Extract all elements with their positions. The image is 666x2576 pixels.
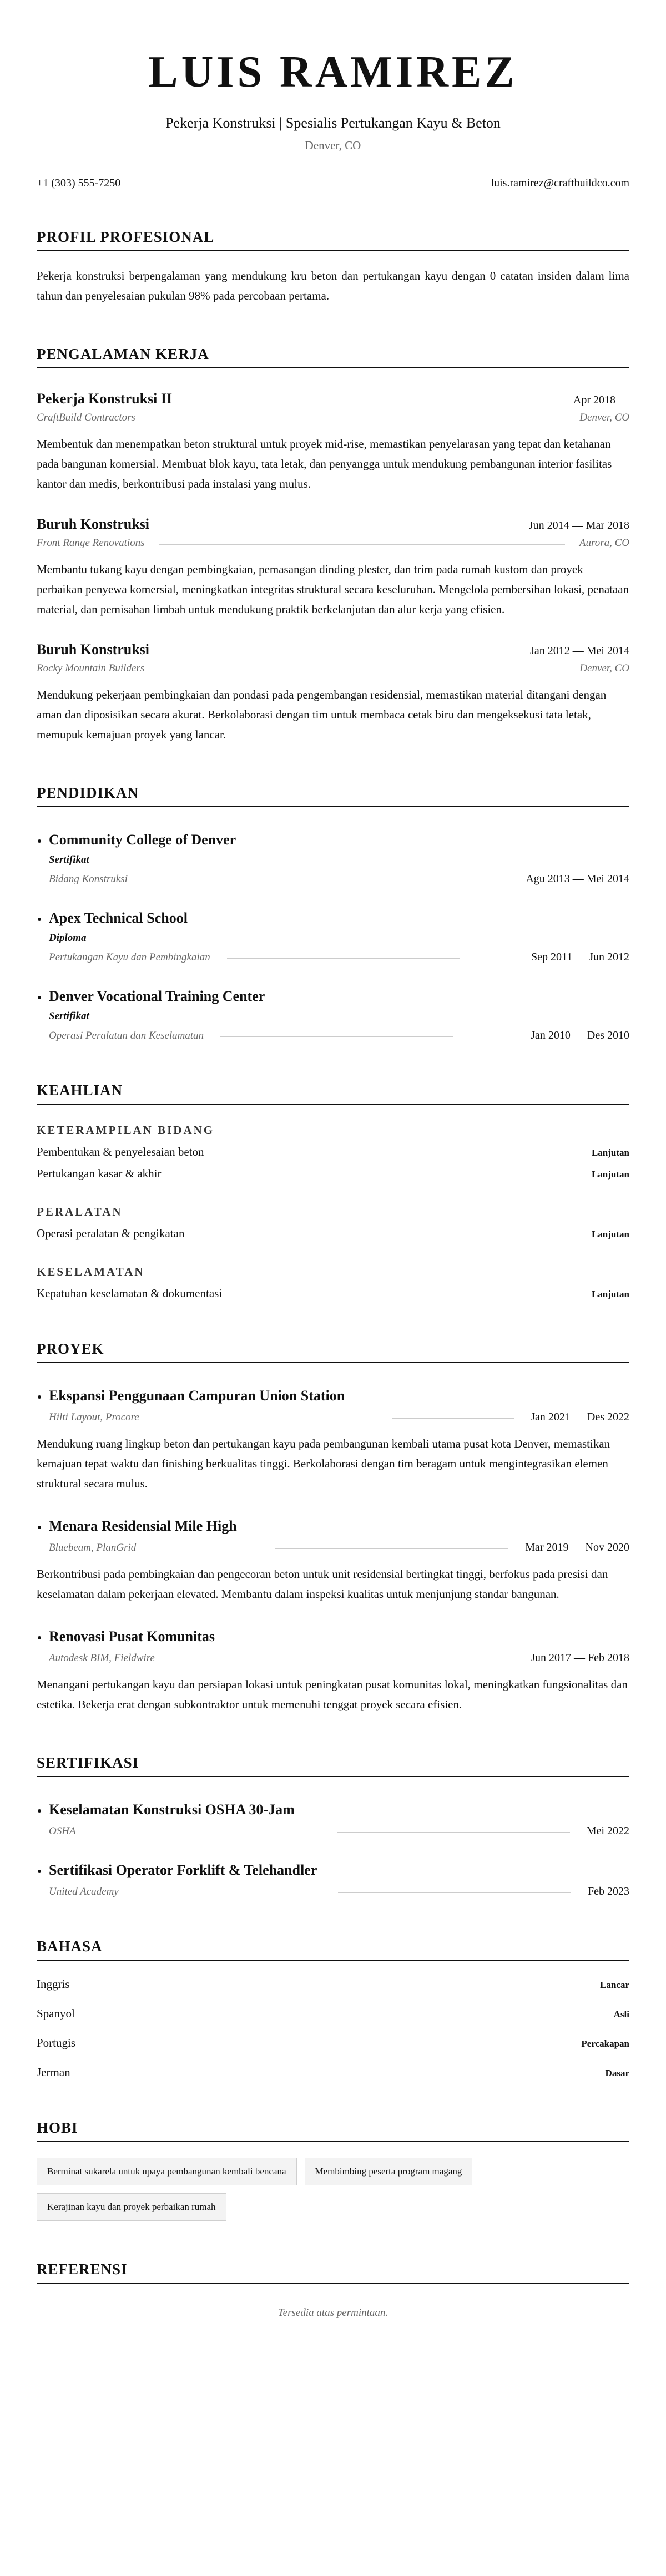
education-entry [37, 910, 629, 964]
skill-level: Lanjutan [591, 1169, 629, 1180]
degree: Sertifikat [49, 854, 89, 866]
project-description: Mendukung ruang lingkup beton dan pertukangan kayu pada pembangunan kembali utama pusat kota Denver, memastikan kemajuan tepat waktu dan finishing berkualitas tinggi. Berkolaborasi dengan tim beragam untuk mengintegrasikan elemen struktural secara mulus. [37, 1437, 610, 1490]
section-title-experience: PENGALAMAN KERJA [37, 346, 629, 368]
job-title: Pekerja Konstruksi II [37, 391, 173, 407]
job-dates: Jan 2012 — Mei 2014 [530, 645, 629, 657]
job-description: Mendukung pekerjaan pembingkaian dan pondasi pada pengembangan residensial, memastikan material ditangani dengan aman dan diposisikan secara akurat. Berkolaborasi dengan tim untuk membaca cetak biru dan mengeksekusi tata letak, memupuk kemajuan proyek yang lancar. [37, 688, 607, 741]
language-row [37, 2036, 629, 2050]
section-title-skills: KEAHLIAN [37, 1082, 629, 1105]
language-name: Inggris [37, 1977, 70, 1991]
location: Denver, CO [305, 139, 361, 152]
education-dates: Sep 2011 — Jun 2012 [531, 951, 629, 963]
school-name: Community College of Denver [49, 832, 236, 848]
certification-name: Sertifikasi Operator Forklift & Telehandler [49, 1862, 317, 1878]
language-level: Lancar [600, 1980, 629, 1990]
project-name: Ekspansi Penggunaan Campuran Union Station [49, 1388, 345, 1404]
skill-category: KESELAMATAN [37, 1265, 145, 1278]
project-name: Renovasi Pusat Komunitas [49, 1628, 215, 1644]
language-name: Spanyol [37, 2007, 75, 2020]
job-entry [37, 641, 629, 745]
profile-summary: Pekerja konstruksi berpengalaman yang mendukung kru beton dan pertukangan kayu dengan 0 catatan insiden dalam lima tahun dan penyelesaian pukulan 98% pada percobaan pertama. [37, 269, 629, 302]
skills-section [37, 1082, 629, 1300]
skill-name: Pertukangan kasar & akhir [37, 1167, 162, 1180]
section-title-profile: PROFIL PROFESIONAL [37, 229, 629, 251]
section-title-certifications: SERTIFIKASI [37, 1754, 629, 1777]
contact-row [37, 177, 629, 190]
profile-section [37, 229, 629, 306]
headline: Pekerja Konstruksi | Spesialis Pertukangan Kayu & Beton [165, 115, 501, 131]
job-dates: Jun 2014 — Mar 2018 [528, 519, 629, 532]
job-dates: Apr 2018 — [573, 394, 629, 406]
project-entry [37, 1388, 629, 1424]
degree: Diploma [49, 932, 87, 944]
phone: +1 (303) 555-7250 [37, 177, 121, 189]
skill-row [37, 1145, 629, 1159]
divider-line [392, 1418, 514, 1419]
candidate-name: LUIS RAMIREZ [148, 48, 518, 97]
language-row [37, 2066, 629, 2079]
job-company: CraftBuild Contractors [37, 412, 135, 423]
divider-line [227, 958, 460, 959]
job-company: Rocky Mountain Builders [37, 662, 145, 674]
job-entry [37, 516, 629, 619]
project-dates: Jun 2017 — Feb 2018 [531, 1652, 629, 1664]
education-dates: Jan 2010 — Des 2010 [531, 1029, 629, 1041]
references-text: Tersedia atas permintaan. [278, 2307, 389, 2319]
resume-page [37, 0, 629, 2319]
degree: Sertifikat [49, 1010, 89, 1022]
divider-line [220, 1036, 453, 1037]
section-title-education: PENDIDIKAN [37, 785, 629, 807]
project-entry [37, 1628, 629, 1664]
job-location: Aurora, CO [579, 537, 629, 549]
projects-section [37, 1340, 629, 1714]
skill-name: Kepatuhan keselamatan & dokumentasi [37, 1287, 223, 1300]
skill-row [37, 1167, 629, 1181]
skill-category: KETERAMPILAN BIDANG [37, 1123, 215, 1137]
language-level: Dasar [605, 2068, 629, 2078]
hobby-tag: Kerajinan kayu dan proyek perbaikan rumah [37, 2193, 226, 2221]
language-row [37, 1977, 629, 1991]
certification-date: Feb 2023 [588, 1885, 629, 1897]
certification-name: Keselamatan Konstruksi OSHA 30-Jam [49, 1801, 295, 1818]
language-level: Asli [613, 2009, 629, 2020]
education-section [37, 785, 629, 1042]
references-section [37, 2261, 629, 2319]
skill-name: Pembentukan & penyelesaian beton [37, 1145, 204, 1158]
experience-section [37, 346, 629, 745]
divider-line [338, 1892, 571, 1893]
job-company: Front Range Renovations [37, 537, 145, 549]
skill-category: PERALATAN [37, 1205, 123, 1218]
job-description: Membantu tukang kayu dengan pembingkaian, pemasangan dinding plester, dan trim pada rumah kustom dan proyek perbaikan penyewa komersial, meningkatkan integritas struktural secara keseluruhan. Mengelola pembersihan lokasi, penataan material, dan pemisahan limbah untuk mendukung praktik berkelanjutan dan alur kerja yang efisien. [37, 563, 629, 616]
project-name: Menara Residensial Mile High [49, 1518, 237, 1534]
certification-entry [37, 1801, 629, 1838]
project-tools: Autodesk BIM, Fieldwire [49, 1652, 155, 1664]
resume-header [37, 0, 629, 153]
certification-issuer: OSHA [49, 1825, 76, 1837]
school-name: Apex Technical School [49, 910, 188, 926]
job-title: Buruh Konstruksi [37, 641, 150, 657]
hobby-tag: Membimbing peserta program magang [305, 2158, 473, 2185]
divider-line [159, 544, 565, 545]
certifications-section [37, 1754, 629, 1898]
language-name: Portugis [37, 2036, 76, 2049]
skill-row [37, 1287, 629, 1300]
project-entry [37, 1518, 629, 1554]
language-level: Percakapan [581, 2038, 629, 2049]
project-tools: Bluebeam, PlanGrid [49, 1541, 137, 1553]
hobbies-section [37, 2119, 629, 2221]
job-description: Membentuk dan menempatkan beton struktural untuk proyek mid-rise, memastikan penyelarasan yang tepat dan ketahanan pada bangunan komersial. Membuat blok kayu, tata letak, dan penyangga untuk mendukung pembangunan interior fasilitas kantor dan medis, berkontribusi pada instalasi yang mulus. [37, 437, 612, 490]
hobby-tags [37, 2158, 629, 2221]
certification-issuer: United Academy [49, 1885, 119, 1897]
skill-row [37, 1227, 629, 1241]
school-name: Denver Vocational Training Center [49, 988, 265, 1004]
skill-name: Operasi peralatan & pengikatan [37, 1227, 185, 1240]
skill-level: Lanjutan [591, 1289, 629, 1299]
project-description: Berkontribusi pada pembingkaian dan pengecoran beton untuk unit residensial bertingkat tinggi, berfokus pada presisi dan keselamatan dalam pekerjaan elevated. Membantu dalam inspeksi kualitas untuk menjunjung standar bangunan. [37, 1567, 608, 1601]
education-entry [37, 832, 629, 885]
section-title-languages: BAHASA [37, 1938, 629, 1961]
field-of-study: Pertukangan Kayu dan Pembingkaian [49, 951, 210, 963]
education-dates: Agu 2013 — Mei 2014 [526, 873, 629, 885]
skill-level: Lanjutan [591, 1229, 629, 1239]
languages-section [37, 1938, 629, 2079]
section-title-hobbies: HOBI [37, 2119, 629, 2142]
email: luis.ramirez@craftbuildco.com [491, 177, 629, 189]
divider-line [275, 1548, 508, 1549]
divider-line [337, 1832, 570, 1833]
skill-level: Lanjutan [591, 1147, 629, 1158]
job-entry [37, 391, 629, 494]
education-entry [37, 988, 629, 1042]
job-title: Buruh Konstruksi [37, 516, 150, 532]
language-row [37, 2007, 629, 2021]
language-name: Jerman [37, 2066, 70, 2079]
job-location: Denver, CO [579, 412, 629, 423]
project-dates: Jan 2021 — Des 2022 [531, 1411, 629, 1423]
project-description: Menangani pertukangan kayu dan persiapan lokasi untuk peningkatan pusat komunitas lokal, meningkatkan fungsionalitas dan estetika. Bekerja erat dengan subkontraktor untuk memenuhi tenggat proyek secara efisien. [37, 1678, 628, 1711]
field-of-study: Operasi Peralatan dan Keselamatan [49, 1029, 204, 1041]
section-title-projects: PROYEK [37, 1340, 629, 1363]
certification-date: Mei 2022 [586, 1825, 629, 1837]
section-title-references: REFERENSI [37, 2261, 629, 2284]
field-of-study: Bidang Konstruksi [49, 873, 128, 885]
certification-entry [37, 1862, 629, 1898]
project-tools: Hilti Layout, Procore [49, 1411, 139, 1423]
job-location: Denver, CO [579, 662, 629, 674]
project-dates: Mar 2019 — Nov 2020 [525, 1541, 629, 1553]
hobby-tag: Berminat sukarela untuk upaya pembangunan kembali bencana [37, 2158, 297, 2185]
